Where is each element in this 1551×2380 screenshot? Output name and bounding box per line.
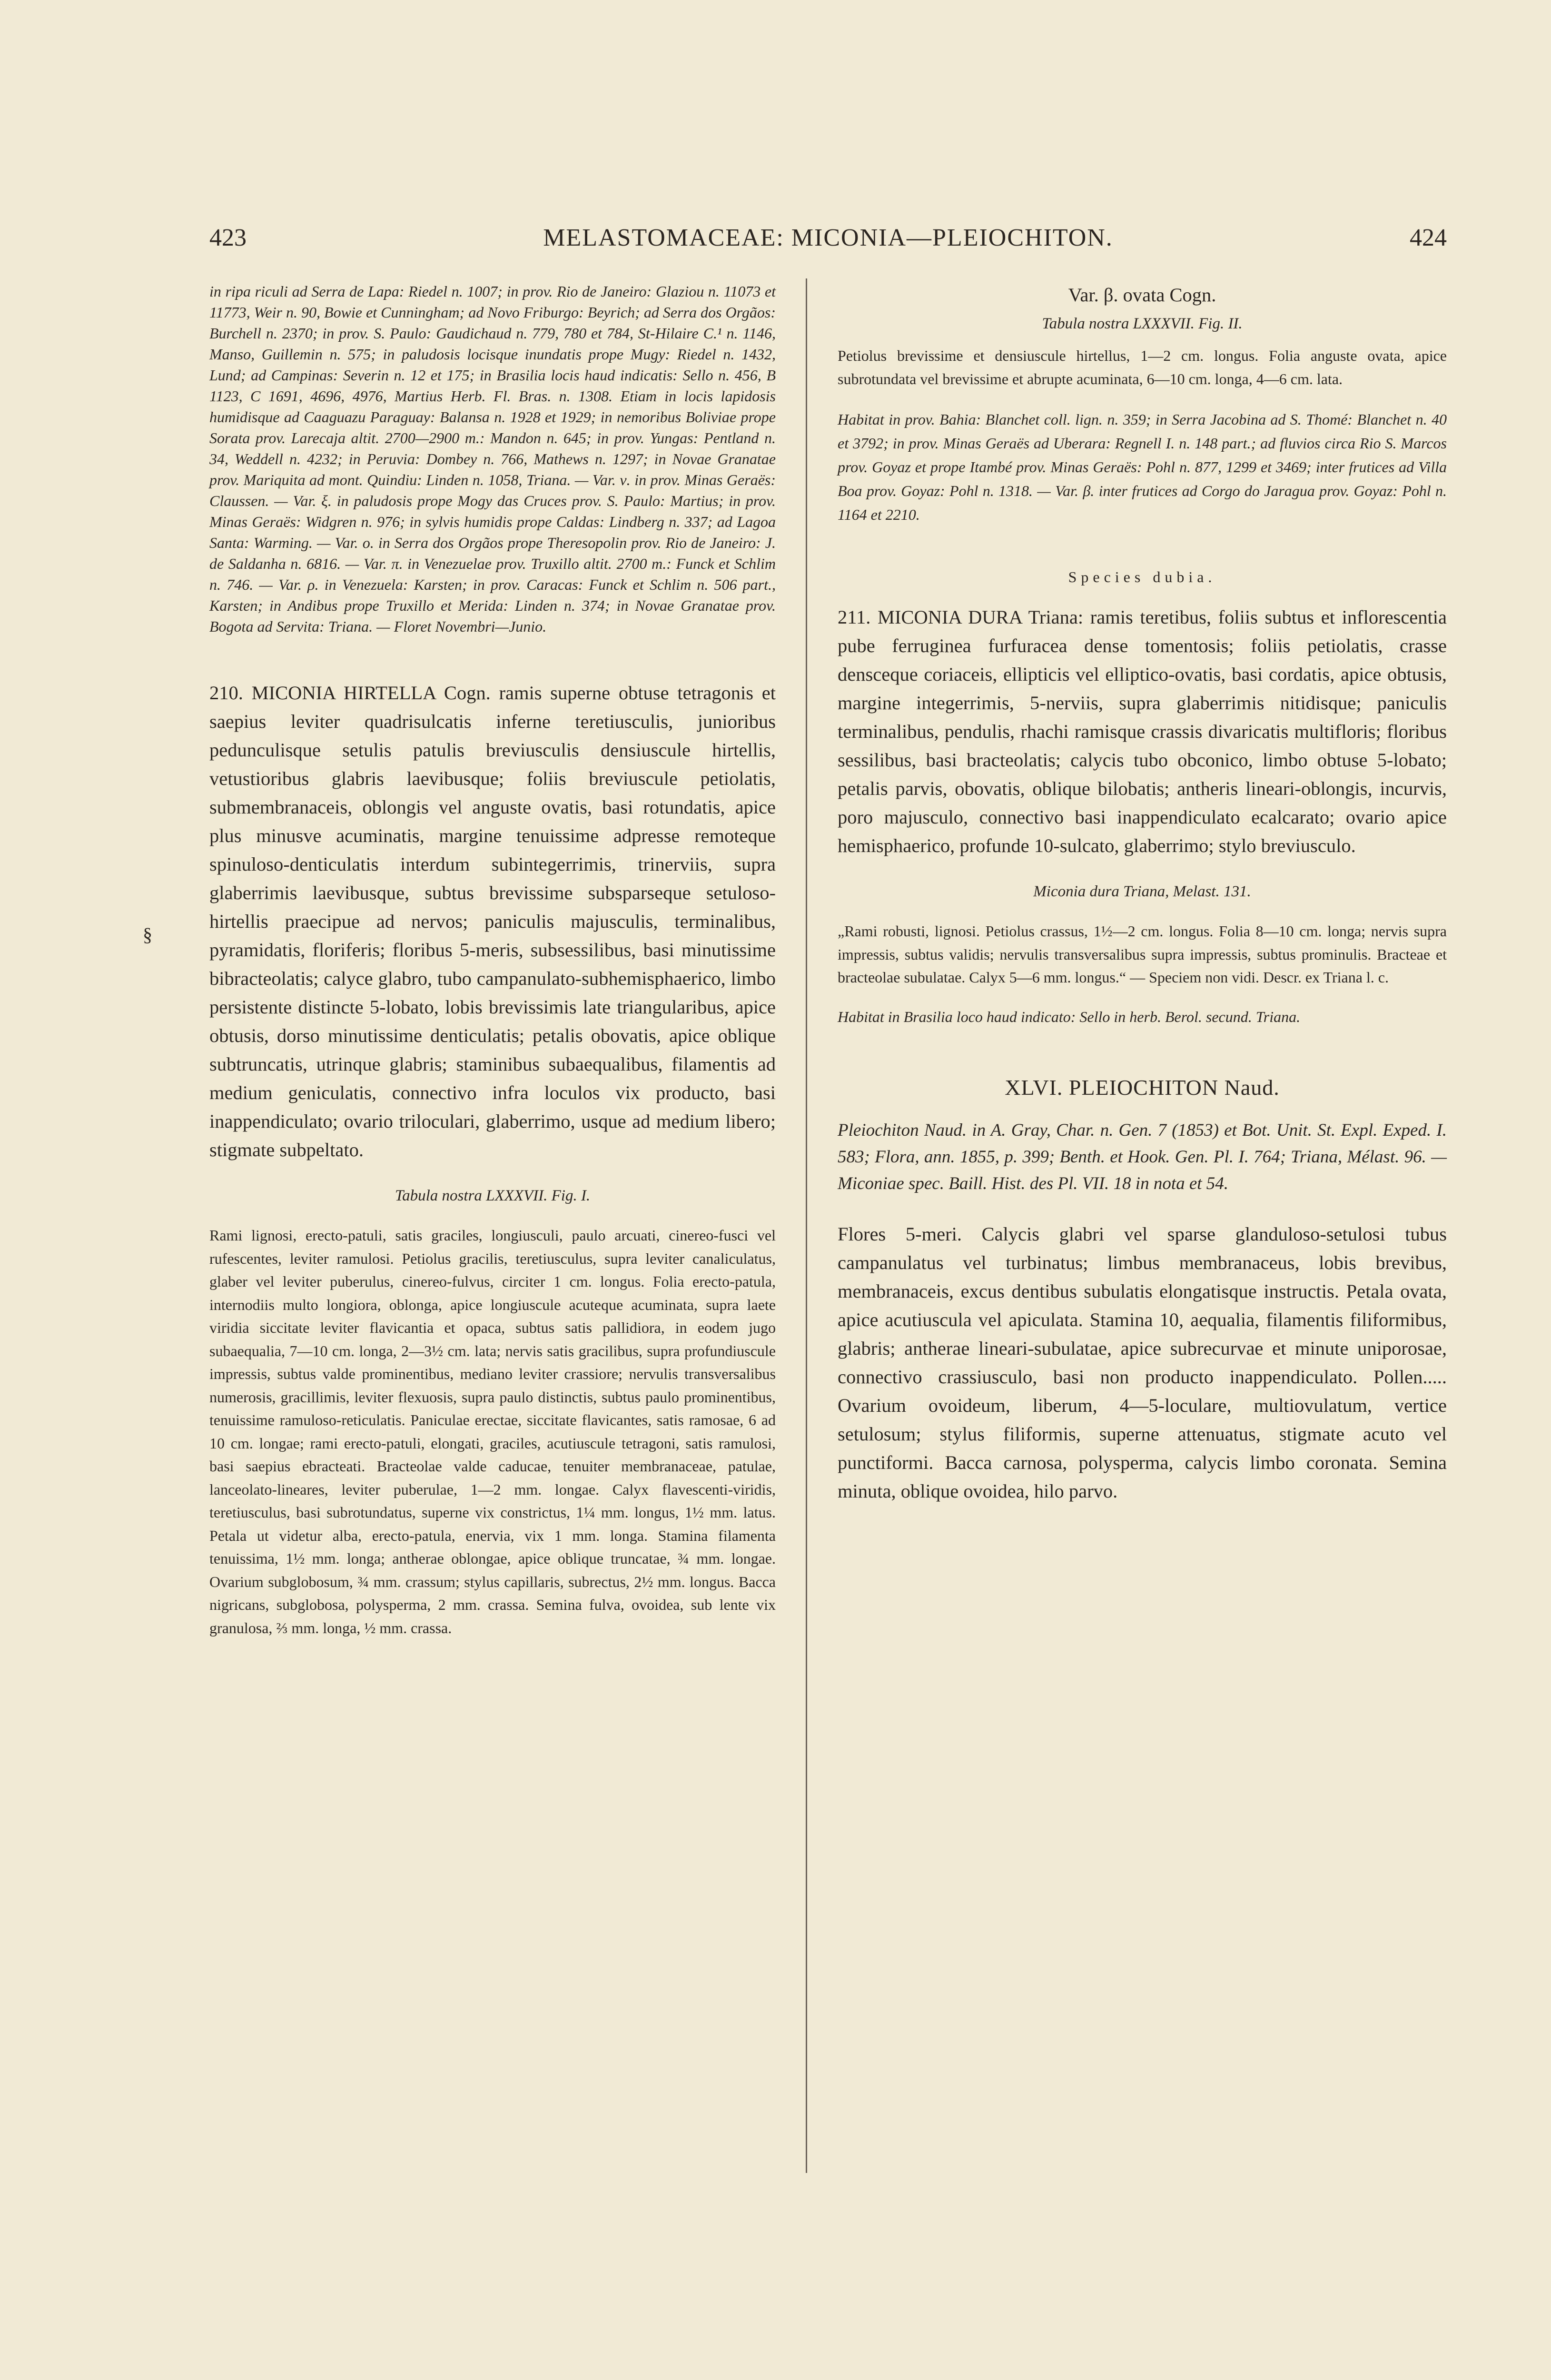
genus-synonymy: Pleiochiton Naud. in A. Gray, Char. n. Gen. 7 (1853) et Bot. Unit. St. Expl. Exped. I. 583; Flora, ann. 1855, p. 399; Benth. et Hook. Gen. Pl. I. 764; Triana, Mélast. 96. — Miconiae spec. Baill. Hist. des Pl. VII. 18 in nota et 54.	[838, 1120, 1447, 1193]
genus-description: Flores 5-meri. Calycis glabri vel sparse glanduloso-setulosi tubus campanulatus vel turbinatus; limbus membranaceus, lobis brevibus, membranaceis, excus dentibus subulatis elongatisque instructis. Petala ovata, apice acutiuscula vel apiculata. Stamina 10, aequalia, filamentis filiformibus, glabris; antherae lineari-subulatae, apice subrecurvae et minute uniporosae, connectivo crassiusculo, basi non producto inappendiculato. Pollen..... Ovarium ovoideum, liberum, 4—5-loculare, multiovulatum, vertice setulosum; stylus filiformis, superne attenuatus, stigmate acuto vel punctiformi. Bacca carnosa, polysperma, calycis limbo coronata. Semina minuta, oblique ovoidea, hilo parvo.	[838, 1223, 1447, 1502]
variety-beta-habitat: Habitat in prov. Bahia: Blanchet coll. lign. n. 359; in Serra Jacobina ad S. Thomé: Blanchet n. 40 et 3792; in prov. Minas Geraës ad Uberara: Regnell I. n. 148 part.; ad fluvios circa Rio S. Marcos prov. Goyaz et prope Itambé prov. Minas Geraës: Pohl n. 877, 1299 et 3469; inter frutices ad Villa Boa prov. Goyaz: Pohl n. 1318. — Var. β. inter frutices ad Corgo do Jaragua prov. Goyaz: Pohl n. 1164 et 2210.	[838, 411, 1447, 523]
species-211-habitat: Habitat in Brasilia loco haud indicato: Sello in herb. Berol. secund. Triana.	[838, 1008, 1301, 1025]
plate-reference: Tabula nostra LXXXVII. Fig. I.	[395, 1187, 591, 1204]
left-column	[209, 281, 776, 1639]
page-number-left: 423	[209, 224, 247, 251]
margin-mark: §	[143, 924, 152, 945]
page-header	[209, 224, 1447, 267]
variety-beta-description: Petiolus brevissime et densiuscule hirtellus, 1—2 cm. longus. Folia anguste ovata, apice subrotundata vel brevissime et abrupte acuminata, 6—10 cm. longa, 4—6 cm. lata.	[838, 347, 1447, 387]
species-210-diagnosis: 210. MICONIA HIRTELLA Cogn. ramis superne obtuse tetragonis et saepius leviter quadrisulcatis inferne teretiusculis, junioribus pedunculisque setulis patulis breviusculis densiusculе hirtellis, vetustioribus glabris laevibusque; foliis breviuscule petiolatis, submembranaceis, oblongis vel anguste ovatis, basi rotundatis, apice plus minusve acuminatis, margine tenuissime adpresse remoteque spinuloso-denticulatis interdum subintegerrimis, trinerviis, supra glaberrimis laevibusque, subtus brevissime subsparseque setuloso-hirtellis praecipue ad nervos; paniculis majusculis, terminalibus, pyramidatis, floriferis; floribus 5-meris, subsessilibus, basi minutissime bibracteolatis; calyce glabro, tubo campanulato-subhemisphaerico, limbo persistente distincte 5-lobato, lobis brevissimis late triangularibus, apice obtusis, dorso minutissime denticulatis; petalis obovatis, apice oblique subtruncatis, utrinque glabris; staminibus subaequalibus, filamentis ad medium geniculatis, connectivo infra loculos vix producto, basi inappendiculato; ovario triloculari, glaberrimo, usque ad medium libero; stigmate subpeltato.	[209, 682, 776, 1160]
variety-beta-heading: Var. β. ovata Cogn.	[1068, 284, 1216, 306]
species-211-quote: „Rami robusti, lignosi. Petiolus crassus, 1½—2 cm. longus. Folia 8—10 cm. longa; nervis supra impressis, subtus validis; nervulis transversalibus supra impressis, subtus prominulis. Bracteae et bracteolae subulatae. Calyx 5—6 mm. longus.“ — Speciem non vidi. Descr. ex Triana l. c.	[838, 922, 1447, 986]
species-210-description: Rami lignosi, erecto-patuli, satis graciles, longiusculi, paulo arcuati, cinereo-fusci vel rufescentes, leviter ramulosi. Petiolus gracilis, teretiusculus, supra leviter canaliculatus, glaber vel leviter puberulus, cinereo-fulvus, circiter 1 cm. longus. Folia erecto-patula, internodiis multo longiora, oblonga, apice longiuscule acuteque acuminata, supra laete viridia siccitate leviter flavicantia et opaca, subtus satis pallidiora, in eodem jugo subaequalia, 7—10 cm. longa, 2—3½ cm. lata; nervis satis gracilibus, supra profundiuscule impressis, subtus valde prominentibus, mediano leviter crassiore; nervulis transversalibus numerosis, gracillimis, leviter flexuosis, supra paulo distinctis, subtus paulo prominentibus, tenuissime ramuloso-reticulatis. Paniculae erectae, siccitate flavicantes, satis ramosae, 6 ad 10 cm. longae; rami erecto-patuli, elongati, graciles, acutiuscule tetragoni, satis ramulosi, basi saepius ebracteati. Bracteolae valde caducae, tenuiter membranaceae, patulae, lanceolato-lineares, leviter puberulae, 1—2 mm. longae. Calyx flavescenti-viridis, teretiusculus, basi subrotundatus, superne vix constrictus, 1¼ mm. longus, 1½ mm. latus. Petala ut videtur alba, erecto-patula, enervia, vix 1 mm. longa. Stamina filamenta tenuissima, 1½ mm. longa; antherae oblongae, apice oblique truncatae, ¾ mm. longae. Ovarium subglobosum, ¾ mm. crassum; stylus capillaris, subrectus, 2½ mm. longus. Bacca nigricans, subglobosa, polysperma, 2 mm. crassa. Semina fulva, ovoidea, sub lente vix granulosa, ⅔ mm. longa, ½ mm. crassa.	[209, 1227, 776, 1636]
species-211-diagnosis: 211. MICONIA DURA Triana: ramis teretibus, foliis subtus et inflorescentia pube ferruginea furfuracea dense tomentosis; foliis petiolatis, crasse densceque coriaceis, ellipticis vel elliptico-ovatis, basi cordatis, apice obtusis, margine integerrimis, 5-nerviis, supra glaberrimis nitidisque; paniculis terminalibus, pendulis, rhachi ramisque crassis divaricatis multifloris; floribus sessilibus, basi bracteolatis; calycis tubo obconico, limbo obtuse 5-lobato; petalis parvis, obovatis, oblique bilobatis; antheris lineari-oblongis, incurvis, poro majusculo, connectivo basi inappendiculato ecalcarato; ovario apice hemisphaerico, profunde 10-sulcato, glaberrimo; stylo breviusculo.	[838, 606, 1447, 856]
species-211-reference: Miconia dura Triana, Melast. 131.	[1033, 883, 1251, 900]
running-title: MELASTOMACEAE: MICONIA—PLEIOCHITON.	[543, 224, 1113, 251]
species-dubia-heading: Species dubia.	[1068, 568, 1216, 585]
page-number-right: 424	[1410, 224, 1447, 251]
right-column	[838, 281, 1447, 1506]
genus-heading: XLVI. PLEIOCHITON Naud.	[1005, 1075, 1280, 1100]
localities-paragraph: in ripa riculi ad Serra de Lapa: Riedel n. 1007; in prov. Rio de Janeiro: Glaziou n. 11073 et 11773, Weir n. 90, Bowie et Cunningham; ad Novo Friburgo: Beyrich; ad Serra dos Orgãos: Burchell n. 2370; in prov. S. Paulo: Gaudichaud n. 779, 780 et 784, St-Hilaire C.¹ n. 1146, Manso, Guillemin n. 575; in paludosis locisque inundatis prope Mugy: Riedel n. 1432, Lund; ad Campinas: Severin n. 12 et 175; in Brasilia locis haud indicatis: Sello n. 456, B 1123, C 1691, 4696, 4976, Martius Herb. Fl. Bras. n. 1308. Etiam in locis lapidosis humidisque ad Caaguazu Paraguay: Balansa n. 1928 et 1929; in nemoribus Boliviae prope Sorata prov. Larecaja altit. 2700—2900 m.: Mandon n. 645; in prov. Yungas: Pentland n. 34, Weddell n. 4232; in Peruvia: Dombey n. 766, Mathews n. 1297; in Novae Granatae prov. Mariquita ad mont. Quindiu: Linden n. 1058, Triana. — Var. ν. in prov. Minas Geraës: Claussen. — Var. ξ. in paludosis prope Mogy das Cruces prov. S. Paulo: Martius; in prov. Minas Geraës: Widgren n. 976; in sylvis humidis prope Caldas: Lindberg n. 337; ad Lagoa Santa: Warming. — Var. ο. in Serra dos Orgãos prope Theresopolin prov. Rio de Janeiro: J. de Saldanha n. 6816. — Var. π. in Venezuelae prov. Truxillo altit. 2700 m.: Funck et Schlim n. 746. — Var. ρ. in Venezuela: Karsten; in prov. Caracas: Funck et Schlim n. 506 part., Karsten; in Andibus prope Truxillo et Merida: Linden n. 374; in Novae Granatae prov. Bogota ad Servita: Triana. — Floret Novembri—Junio.	[209, 283, 776, 635]
column-divider	[806, 278, 807, 2173]
variety-beta-plate: Tabula nostra LXXXVII. Fig. II.	[1042, 315, 1243, 332]
